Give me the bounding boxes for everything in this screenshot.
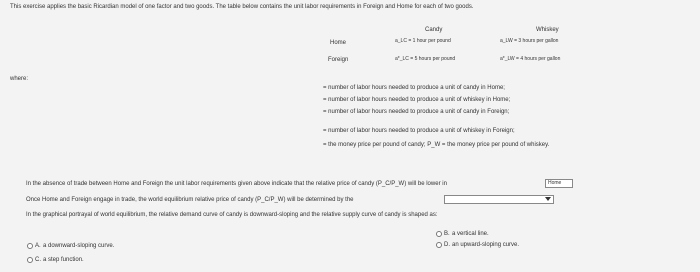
question-2-text: Once Home and Foreign engage in trade, the world equilibrium relative price of candy (P_C/P_W) will be determined by the [26,197,354,203]
equilibrium-dropdown[interactable] [444,195,554,204]
intro-text: This exercise applies the basic Ricardian model of one factor and two goods. The table below contains the unit labor requirements in Foreign and Home for each of two goods. [10,4,474,10]
chevron-down-icon [545,197,551,201]
definition-1: = number of labor hours needed to produce a unit of candy in Home; [323,85,505,91]
option-d-label: D. [444,242,450,248]
option-b-radio[interactable] [436,231,442,237]
option-a-radio[interactable] [27,243,33,249]
cell-home-candy: a_LC = 1 hour per pound [395,38,451,44]
option-c-text[interactable]: a step function. [43,257,84,263]
cell-home-whiskey: a_LW = 3 hours per gallon [500,38,559,44]
definition-4: = number of labor hours needed to produce a unit of whiskey in Foreign; [323,128,515,134]
cell-foreign-candy: a*_LC = 5 hours per pound [395,56,456,62]
definition-3: = number of labor hours needed to produce a unit of candy in Foreign; [323,109,510,115]
option-d-text[interactable]: an upward-sloping curve. [452,242,520,248]
option-a-text[interactable]: a downward-sloping curve. [43,243,115,249]
option-c-label: C. [35,257,41,263]
option-d-radio[interactable] [436,242,442,248]
definition-2: = number of labor hours needed to produce a unit of whiskey in Home; [323,97,511,103]
option-a-label: A. [35,243,41,249]
where-label: where: [10,76,29,82]
relative-price-dropdown-value: Home [548,180,562,186]
option-b-text[interactable]: a vertical line. [452,231,489,237]
question-3-text: In the graphical portrayal of world equilibrium, the relative demand curve of candy is downward-sloping and the relative supply curve of candy is shaped as: [26,212,438,218]
question-1-text: In the absence of trade between Home and Foreign the unit labor requirements given above indicate that the relative price of candy (P_C/P_W) will be lower in [26,181,447,187]
relative-price-dropdown[interactable] [545,179,573,188]
option-b-label: B. [444,231,450,237]
cell-foreign-whiskey: a*_LW = 4 hours per gallon [500,56,561,62]
table-header-candy: Candy [425,27,443,33]
table-row-foreign: Foreign [328,57,349,63]
table-row-home: Home [330,40,347,46]
option-c-radio[interactable] [27,257,33,263]
table-header-whiskey: Whiskey [536,27,559,33]
definition-5: = the money price per pound of candy; P_W = the money price per pound of whiskey. [323,142,550,148]
